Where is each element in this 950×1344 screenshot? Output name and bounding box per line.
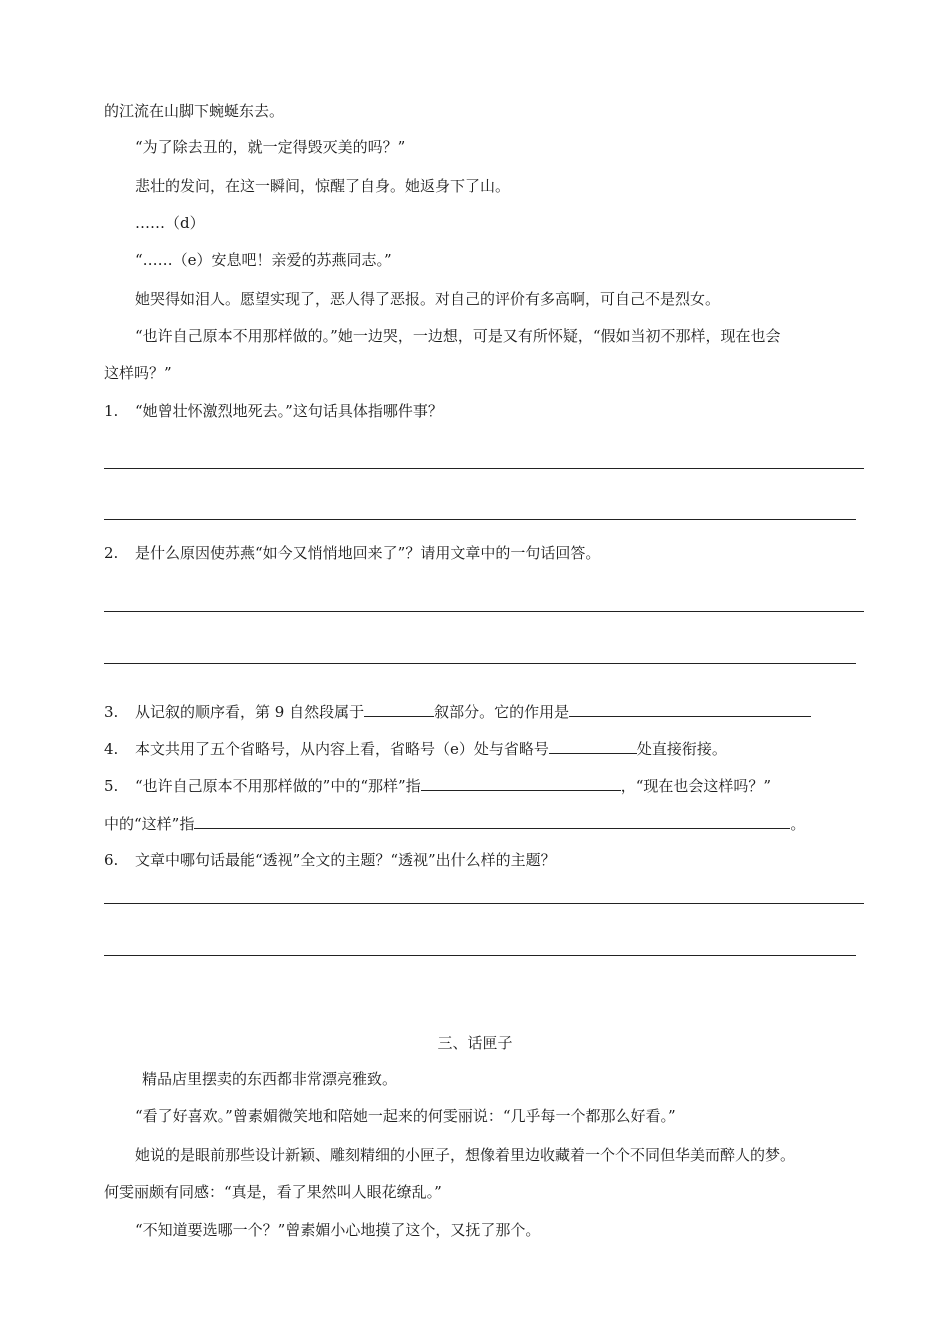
question-text: 中的“这样”指 xyxy=(104,815,195,833)
question-number: 3. xyxy=(104,703,119,721)
question-text: 。 xyxy=(790,815,806,833)
answer-line[interactable] xyxy=(104,519,856,520)
question-number: 5. xyxy=(104,777,119,795)
answer-line[interactable] xyxy=(104,468,864,469)
fill-blank[interactable] xyxy=(569,700,811,717)
question-4 xyxy=(104,737,727,759)
question-text: “也许自己原本不用那样做的”中的“那样”指 xyxy=(135,777,421,795)
question-text: “她曾壮怀激烈地死去。”这句话具体指哪件事？ xyxy=(135,402,443,420)
question-text: 从记叙的顺序看，第 9 自然段属于 xyxy=(135,703,365,721)
question-text: 是什么原因使苏燕“如今又悄悄地回来了”？请用文章中的一句话回答。 xyxy=(135,544,601,562)
question-2 xyxy=(104,543,600,563)
passage-paragraph: ……（d） xyxy=(135,214,205,232)
question-5 xyxy=(104,774,771,796)
answer-line[interactable] xyxy=(104,955,856,956)
passage-paragraph: 她哭得如泪人。愿望实现了，恶人得了恶报。对自己的评价有多高啊，可自己不是烈女。 xyxy=(135,290,721,308)
question-text: 叙部分。它的作用是 xyxy=(434,703,570,721)
question-text: 处直接衔接。 xyxy=(636,740,727,758)
question-3 xyxy=(104,700,811,722)
question-text: ，“现在也会这样吗？” xyxy=(620,777,772,795)
passage-paragraph: “也许自己原本不用那样做的。”她一边哭，一边想，可是又有所怀疑，“假如当初不那样，现在也会 xyxy=(135,327,781,345)
question-6 xyxy=(104,850,556,870)
question-text: 文章中哪句话最能“透视”全文的主题？“透视”出什么样的主题？ xyxy=(135,851,556,869)
passage-paragraph: “不知道要选哪一个？”曾素媚小心地摸了这个，又抚了那个。 xyxy=(135,1221,541,1239)
passage-paragraph: “看了好喜欢。”曾素媚微笑地和陪她一起来的何雯丽说：“几乎每一个都那么好看。” xyxy=(135,1107,676,1125)
passage-paragraph: “……（e）安息吧！亲爱的苏燕同志。” xyxy=(135,251,392,269)
answer-line[interactable] xyxy=(104,903,864,904)
fill-blank[interactable] xyxy=(194,812,790,829)
passage-paragraph: “为了除去丑的，就一定得毁灭美的吗？” xyxy=(135,138,406,156)
question-number: 1. xyxy=(104,402,119,420)
passage-paragraph-continued: 何雯丽颇有同感：“真是，看了果然叫人眼花缭乱。” xyxy=(104,1183,442,1201)
question-1 xyxy=(104,401,443,421)
question-number: 6. xyxy=(104,851,119,869)
section-title: 三、话匣子 xyxy=(437,1034,513,1052)
fill-blank[interactable] xyxy=(364,700,434,717)
fill-blank[interactable] xyxy=(421,774,621,791)
fill-blank[interactable] xyxy=(549,737,637,754)
passage-paragraph: 她说的是眼前那些设计新颖、雕刻精细的小匣子，想像着里边收藏着一个个不同但华美而醉人的梦。 xyxy=(135,1146,796,1164)
answer-line[interactable] xyxy=(104,611,864,612)
answer-line[interactable] xyxy=(104,663,856,664)
question-text: 本文共用了五个省略号，从内容上看，省略号（e）处与省略号 xyxy=(135,740,549,758)
passage-paragraph: 的江流在山脚下蜿蜒东去。 xyxy=(104,102,285,120)
passage-paragraph: 精品店里摆卖的东西都非常漂亮雅致。 xyxy=(142,1070,398,1088)
passage-paragraph-continued: 这样吗？” xyxy=(104,364,172,382)
question-5-continued xyxy=(104,812,805,834)
question-number: 2. xyxy=(104,544,119,562)
question-number: 4. xyxy=(104,740,119,758)
passage-paragraph: 悲壮的发问，在这一瞬间，惊醒了自身。她返身下了山。 xyxy=(135,177,511,195)
